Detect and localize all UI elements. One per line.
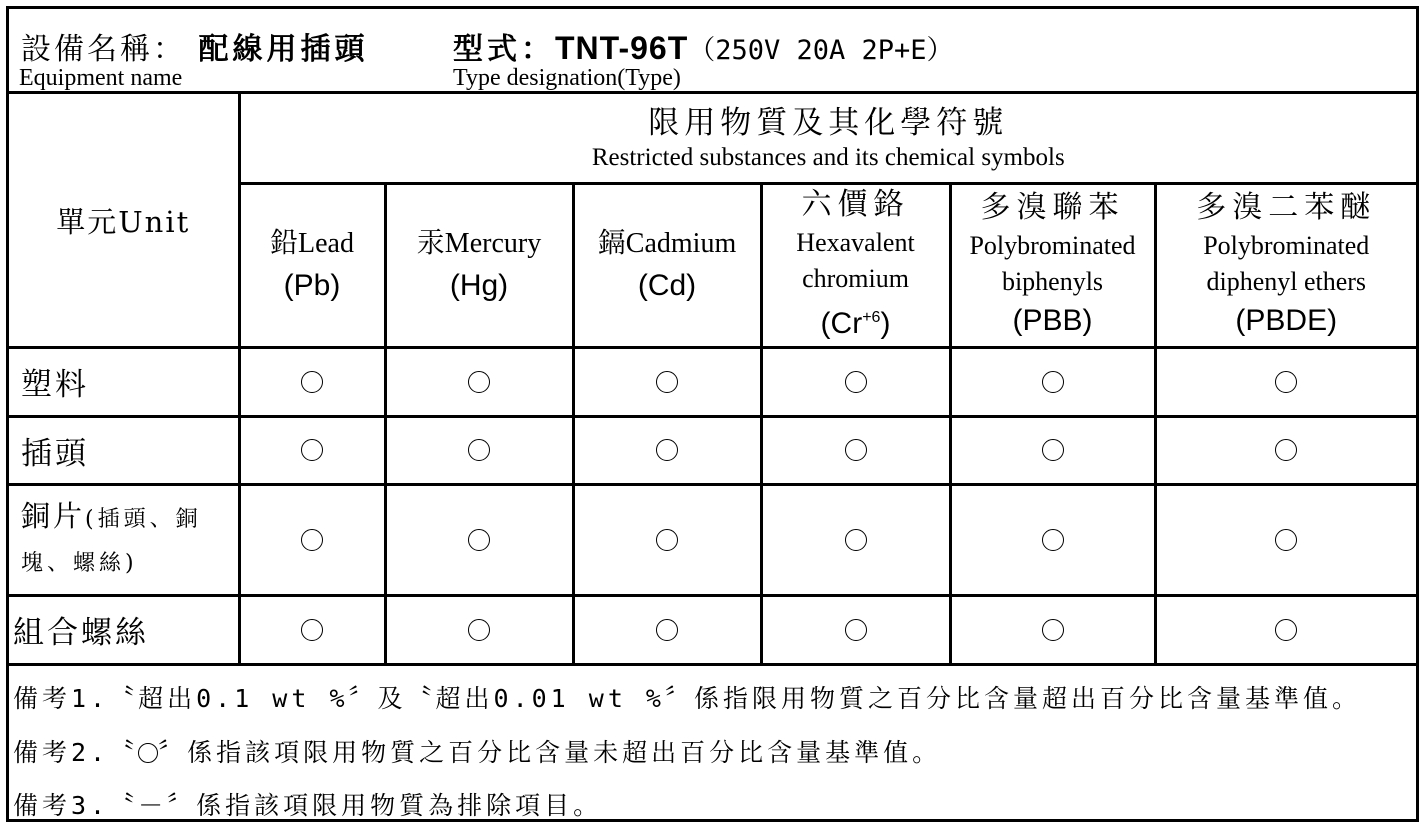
table-row — [9, 484, 1416, 595]
table-row — [9, 347, 1416, 416]
cadmium-cn: 鎘 — [597, 227, 626, 259]
restricted-substances-header — [239, 94, 1416, 183]
cadmium-en: Cadmium — [625, 227, 737, 259]
circle-mark-icon — [138, 743, 158, 763]
type-label-cn: 型式： — [453, 32, 555, 67]
column-pbde — [1155, 183, 1416, 347]
circle-mark-icon — [1275, 371, 1297, 393]
pbb-en-1: Polybrominated — [969, 231, 1136, 260]
circle-mark-icon — [301, 619, 323, 641]
circle-mark-icon — [1042, 619, 1064, 641]
row-label-screw: 組合螺絲 — [9, 595, 239, 664]
circle-mark-icon — [845, 619, 867, 641]
circle-mark-icon — [1275, 619, 1297, 641]
unit-header: 單元Unit — [9, 94, 239, 347]
circle-mark-icon — [845, 371, 867, 393]
table-row — [9, 416, 1416, 484]
lead-cn: 鉛 — [270, 228, 299, 259]
circle-mark-icon — [468, 371, 490, 393]
circle-mark-icon — [845, 529, 867, 551]
chromium-symbol — [763, 297, 949, 345]
type-label-en: Type designation(Type) — [453, 65, 681, 91]
pbde-en-1: Polybrominated — [1203, 231, 1370, 260]
type-spec: （250V 20A 2P+E） — [688, 35, 954, 66]
column-hexavalent-chromium — [761, 183, 950, 347]
pbde-cn: 多溴二苯醚 — [1196, 190, 1377, 225]
circle-mark-icon — [468, 619, 490, 641]
pbb-en-2: biphenyls — [1001, 267, 1104, 296]
table-row — [9, 595, 1416, 664]
equipment-name-row — [21, 24, 369, 68]
circle-mark-icon — [845, 439, 867, 461]
chromium-en-1: Hexavalent — [796, 228, 915, 257]
note-3: 備考3.〝－〞係指該項限用物質為排除項目。 — [13, 791, 603, 820]
column-cadmium — [573, 183, 761, 347]
restricted-en: Restricted substances and its chemical symbols — [591, 143, 1065, 171]
circle-mark-icon — [656, 371, 678, 393]
chromium-cn: 六價鉻 — [801, 187, 910, 222]
chromium-symbol-base: (Cr — [820, 307, 863, 340]
circle-mark-icon — [656, 439, 678, 461]
circle-mark-icon — [301, 529, 323, 551]
circle-mark-icon — [1042, 439, 1064, 461]
circle-mark-icon — [1275, 529, 1297, 551]
equipment-label-en: Equipment name — [19, 65, 183, 91]
column-pbb — [950, 183, 1155, 347]
chromium-en-2: chromium — [802, 264, 909, 293]
copper-paren-1: (插頭、銅 — [85, 506, 202, 532]
substances-table — [9, 94, 1416, 666]
row-label-plug: 插頭 — [9, 416, 239, 484]
equipment-value: 配線用插頭 — [198, 32, 369, 67]
type-model: TNT-96T — [555, 30, 689, 66]
circle-mark-icon — [468, 529, 490, 551]
note-2-end: 〞係指該項限用物質之百分比含量未超出百分比含量基準值。 — [158, 738, 942, 767]
mercury-cn: 汞 — [416, 228, 445, 259]
rohs-declaration-sheet — [6, 6, 1419, 822]
circle-mark-icon — [1042, 371, 1064, 393]
circle-mark-icon — [301, 371, 323, 393]
chromium-symbol-sup: +6 — [862, 309, 881, 326]
mercury-symbol: (Hg) — [449, 269, 509, 302]
circle-mark-icon — [656, 619, 678, 641]
circle-mark-icon — [1042, 529, 1064, 551]
cadmium-symbol: (Cd) — [637, 268, 697, 302]
equipment-label-cn: 設備名稱： — [21, 32, 186, 67]
pbde-en-2: diphenyl ethers — [1206, 267, 1367, 296]
lead-en: Lead — [298, 228, 354, 259]
pbb-cn: 多溴聯苯 — [980, 190, 1125, 225]
column-mercury — [385, 183, 573, 347]
circle-mark-icon — [656, 529, 678, 551]
circle-mark-icon — [468, 439, 490, 461]
copper-main: 銅片 — [21, 498, 86, 533]
type-row — [453, 24, 954, 68]
column-lead — [239, 183, 385, 347]
row-label-copper — [9, 484, 239, 595]
header — [9, 9, 1416, 94]
chromium-symbol-end: ) — [880, 307, 891, 340]
pbde-symbol: (PBDE) — [1235, 304, 1338, 337]
note-2-start: 備考2.〝 — [13, 738, 139, 767]
restricted-cn: 限用物質及其化學符號 — [648, 104, 1009, 141]
lead-symbol: (Pb) — [283, 269, 341, 302]
circle-mark-icon — [1275, 439, 1297, 461]
pbb-symbol: (PBB) — [1012, 304, 1093, 337]
copper-paren-2: 塊、螺絲) — [21, 550, 138, 576]
note-1: 備考1.〝超出0.1 wt %〞及〝超出0.01 wt %〞係指限用物質之百分比含量超出百分比含量基準值。 — [13, 684, 1361, 713]
circle-mark-icon — [301, 439, 323, 461]
mercury-en: Mercury — [444, 228, 542, 259]
row-label-plastic: 塑料 — [9, 347, 239, 416]
note-2 — [13, 733, 941, 769]
